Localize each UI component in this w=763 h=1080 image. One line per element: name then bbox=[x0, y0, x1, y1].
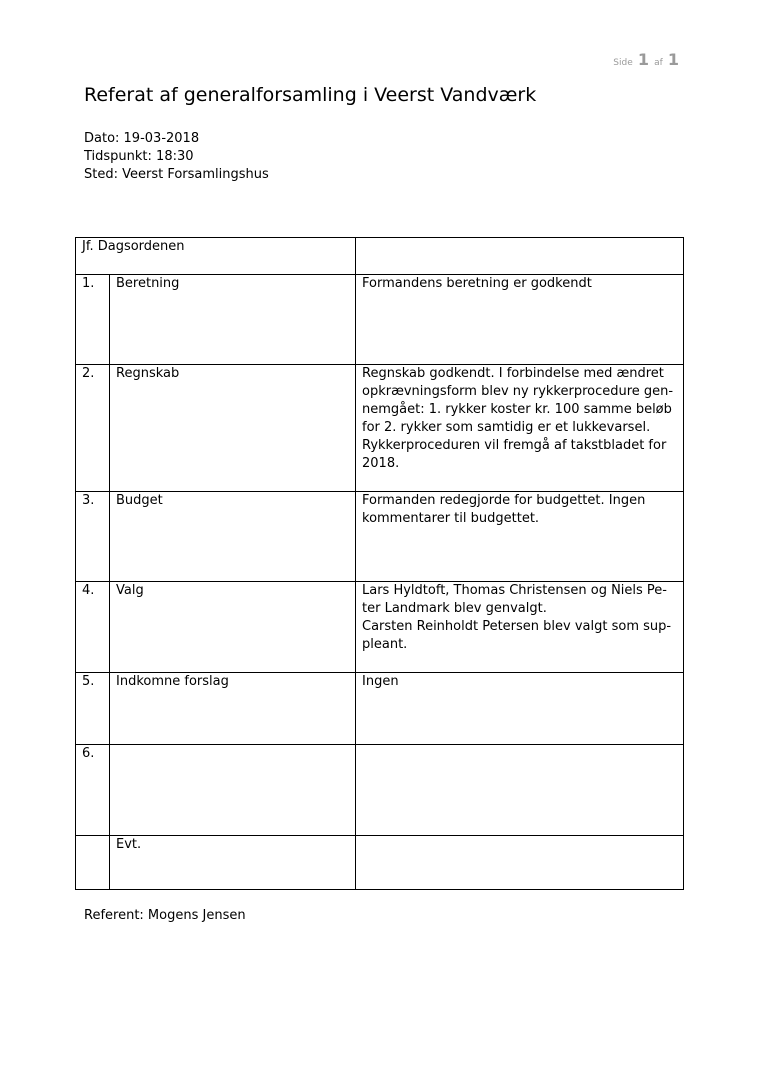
result-line: pleant. bbox=[362, 637, 408, 652]
meeting-date: Dato: 19-03-2018 bbox=[84, 131, 200, 146]
item-number: 5. bbox=[76, 673, 110, 745]
table-row bbox=[76, 365, 684, 492]
table-header-empty-cell bbox=[356, 238, 684, 275]
result-line: ter Landmark blev genvalgt. bbox=[362, 601, 547, 616]
result-line: Rykkerproceduren vil fremgå af takstbladet for bbox=[362, 438, 667, 453]
meeting-time: Tidspunkt: 18:30 bbox=[84, 149, 194, 164]
result-line: Ingen bbox=[362, 674, 399, 689]
item-name bbox=[110, 745, 356, 836]
table-row bbox=[76, 673, 684, 745]
result-line: 2018. bbox=[362, 456, 400, 471]
table-row bbox=[76, 275, 684, 365]
result-line: opkrævningsform blev ny rykkerprocedure gen- bbox=[362, 384, 674, 399]
item-number: 4. bbox=[76, 582, 110, 673]
item-number: 1. bbox=[76, 275, 110, 365]
item-number: 3. bbox=[76, 492, 110, 582]
page-side-label: Side bbox=[613, 58, 633, 68]
result-line: for 2. rykker som samtidig er et lukkevarsel. bbox=[362, 420, 651, 435]
result-line: Carsten Reinholdt Petersen blev valgt som sup- bbox=[362, 619, 672, 634]
item-name: Beretning bbox=[110, 275, 356, 365]
item-number: 6. bbox=[76, 745, 110, 836]
item-number bbox=[76, 836, 110, 890]
item-result bbox=[356, 275, 684, 365]
item-result bbox=[356, 492, 684, 582]
referent-line: Referent: Mogens Jensen bbox=[84, 908, 246, 923]
result-line: Lars Hyldtoft, Thomas Christensen og Niels Pe- bbox=[362, 583, 667, 598]
result-line: Regnskab godkendt. I forbindelse med ændret bbox=[362, 366, 664, 381]
result-line: Formanden redegjorde for budgettet. Ingen bbox=[362, 493, 646, 508]
item-result bbox=[356, 673, 684, 745]
page-current: 1 bbox=[637, 50, 649, 69]
document-title: Referat af generalforsamling i Veerst Vandværk bbox=[84, 84, 537, 106]
item-name: Regnskab bbox=[110, 365, 356, 492]
table-header-label: Jf. Dagsordenen bbox=[76, 238, 356, 275]
meeting-place: Sted: Veerst Forsamlingshus bbox=[84, 167, 269, 182]
table-row bbox=[76, 492, 684, 582]
table-row bbox=[76, 582, 684, 673]
item-result bbox=[356, 365, 684, 492]
result-line: kommentarer til budgettet. bbox=[362, 511, 540, 526]
agenda-table bbox=[75, 237, 684, 890]
item-name: Valg bbox=[110, 582, 356, 673]
page-of-label: af bbox=[654, 58, 663, 68]
item-result bbox=[356, 745, 684, 836]
table-row bbox=[76, 836, 684, 890]
result-line: nemgået: 1. rykker koster kr. 100 samme beløb bbox=[362, 402, 672, 417]
item-number: 2. bbox=[76, 365, 110, 492]
item-name: Indkomne forslag bbox=[110, 673, 356, 745]
result-line: Formandens beretning er godkendt bbox=[362, 276, 592, 291]
table-row bbox=[76, 745, 684, 836]
table-header-row bbox=[76, 238, 684, 275]
item-name: Evt. bbox=[110, 836, 356, 890]
item-result bbox=[356, 582, 684, 673]
page-total: 1 bbox=[667, 50, 679, 69]
item-result bbox=[356, 836, 684, 890]
page-number bbox=[613, 50, 679, 69]
item-name: Budget bbox=[110, 492, 356, 582]
meeting-details bbox=[84, 130, 269, 184]
